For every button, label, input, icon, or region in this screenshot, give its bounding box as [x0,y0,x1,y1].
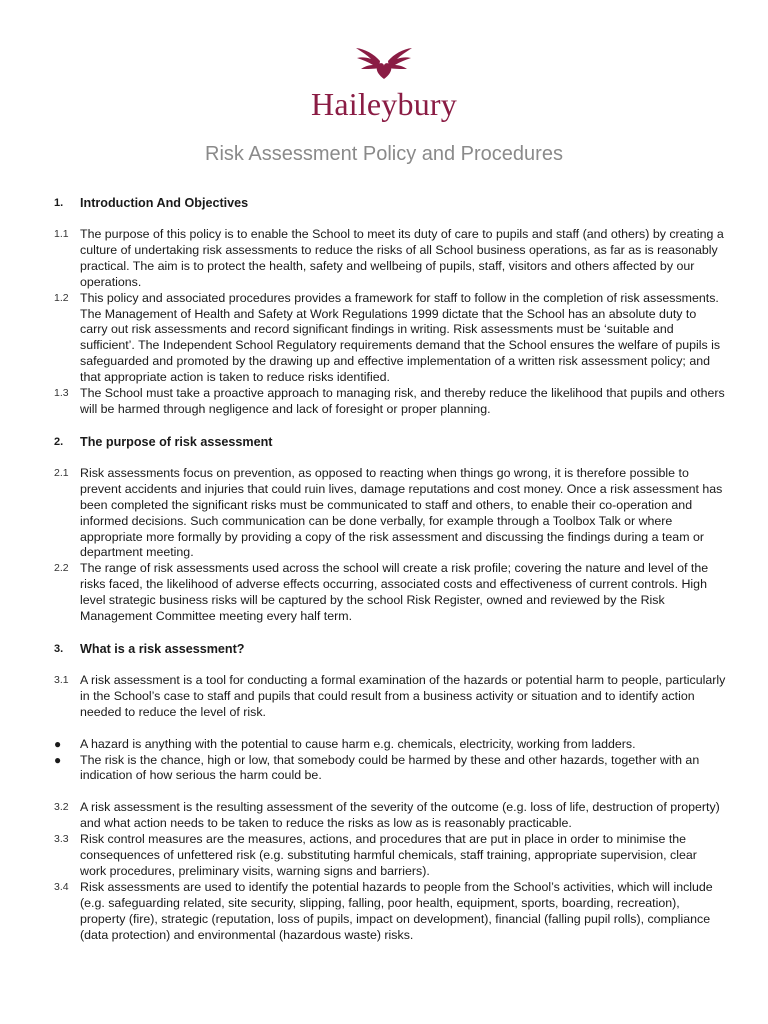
section-heading: 2. The purpose of risk assessment [54,434,273,449]
paragraph: 1.2 This policy and associated procedures provides a framework for staff to follow in the completion of risk assessments. The Management of Health and Safety at Work Regulations 1999 dictate that the School has an absolute duty to carry out risk assessments and record significant findings in writing. Risk assessments must be ‘suitable and sufficient’. The Independent School Regulatory requirements demand that the School ensures the welfare of pupils is safeguarded and promoted by the drawing up and effective implementation of a written risk assessment policy; and that appropriate action is taken to reduce risks identified. [54,290,721,385]
page-title: Risk Assessment Policy and Procedures [205,143,563,165]
document-body [54,195,726,944]
paragraph: 2.1 Risk assessments focus on prevention, as opposed to reacting when things go wrong, it is therefore possible to prevent accidents and injuries that could ruin lives, damage reputations and cost money. Once a risk assessment has been completed the significant risks must be communicated to staff and others, to enable their co-operation and informed decisions. Such communication can be done verbally, for example through a Toolbox Talk or where appropriate more formally by providing a copy of the risk assessment and discussing the findings during a team or department meeting. [54,465,723,560]
brand-name: Haileybury [311,86,457,122]
bullet-icon: ● [54,736,62,751]
paragraph: 3.2 A risk assessment is the resulting assessment of the severity of the outcome (e.g. loss of life, destruction of property) and what action needs to be taken to reduce the risks as low as is reasonably practicable. [54,800,720,831]
paragraph: 3.3 Risk control measures are the measures, actions, and procedures that are put in place in order to minimise the consequences of unfettered risk (e.g. substituting harmful chemicals, staff training, appropriate supervision, clear work procedures, preliminary visits, warning signs and barriers). [54,832,697,878]
winged-heart-icon [354,44,414,84]
list-item: ● The risk is the chance, high or low, that somebody could be harmed by these and other hazards, together with an indication of how serious the harm could be. [54,752,700,783]
paragraph: 3.4 Risk assessments are used to identify the potential hazards to people from the School’s activities, which will include (e.g. safeguarding related, site security, slipping, falling, poor health, equipment, sports, boarding, recreation), property (fire), strategic (reputation, loss of pupils, impact on development), financial (falling pupil rolls), compliance (data protection) and environmental (hazardous waste) risks. [54,879,713,942]
paragraph: 3.1 A risk assessment is a tool for conducting a formal examination of the hazards or potential harm to people, particularly in the School’s case to staff and pupils that could result from a business activity or situation and to identify action needed to reduce the level of risk. [54,672,726,719]
paragraph: 1.1 The purpose of this policy is to enable the School to meet its duty of care to pupils and staff (and others) by creating a culture of undertaking risk assessments to reduce the risks of all School business operations, as far as is reasonably practical. The aim is to protect the health, safety and wellbeing of pupils, staff, visitors and others affected by our operations. [54,227,724,289]
section-heading: 1. Introduction And Objectives [54,196,249,210]
list-item: ● A hazard is anything with the potential to cause harm e.g. chemicals, electricity, working from ladders. [54,736,636,751]
bullet-icon: ● [54,752,62,767]
paragraph: 2.2 The range of risk assessments used across the school will create a risk profile; covering the nature and level of the risks faced, the likelihood of adverse effects occurring, associated costs and effectiveness of current controls. High level strategic business risks will be captured by the school Risk Register, owned and reviewed by the Risk Management Committee meeting every half term. [54,561,709,624]
section-heading: 3. What is a risk assessment? [54,641,245,656]
paragraph: 1.3 The School must take a proactive approach to managing risk, and thereby reduce the likelihood that pupils and others will be harmed through negligence and lack of foresight or proper planning. [54,386,725,416]
